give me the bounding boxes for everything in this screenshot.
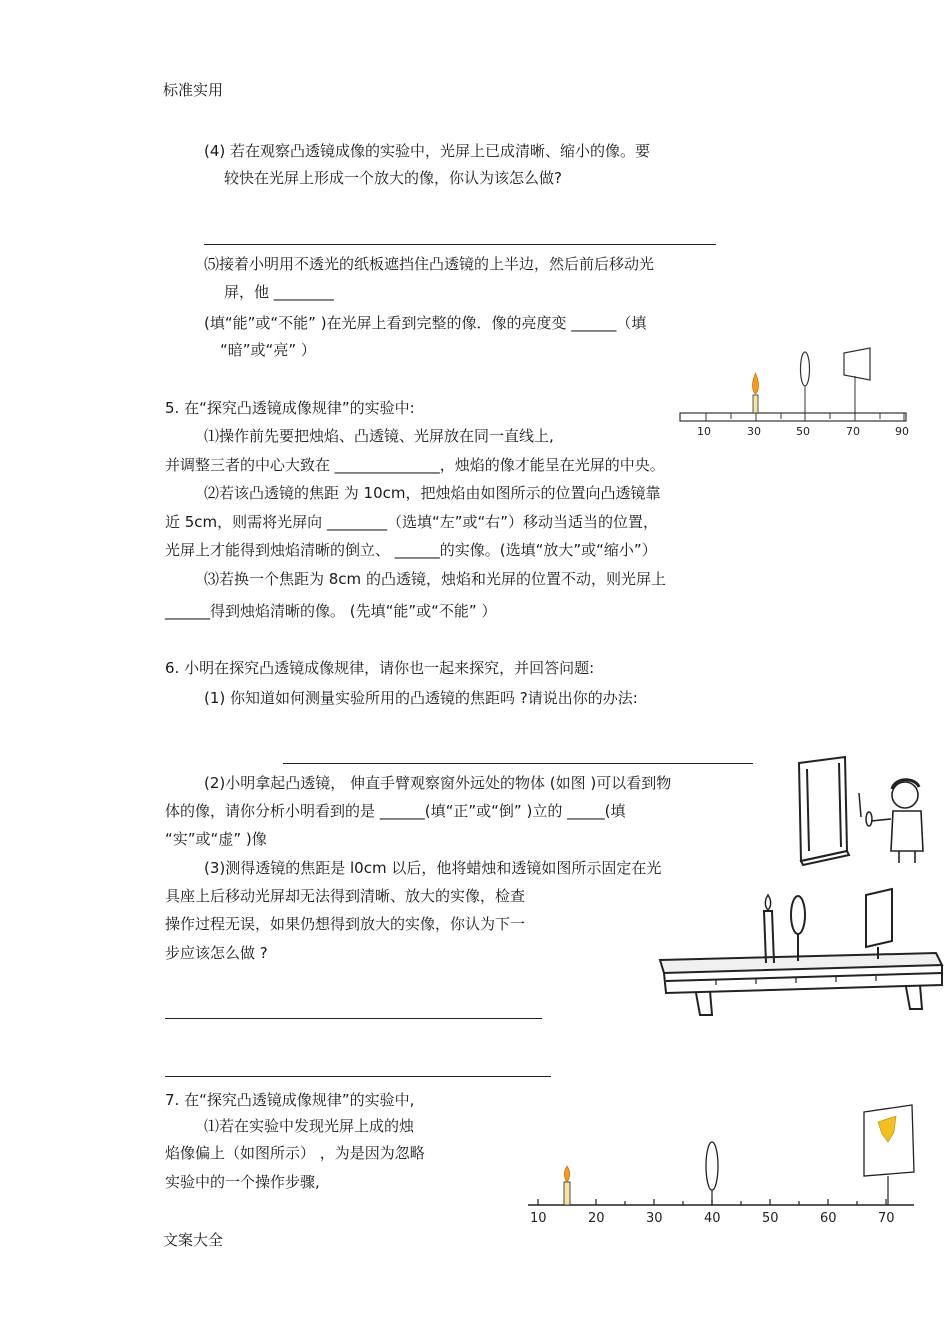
light-screen-icon: [866, 889, 892, 947]
page-header: 标准实用: [163, 81, 224, 99]
light-screen-icon: [844, 348, 870, 380]
answer-line: [165, 1076, 551, 1077]
q5-p1-line2: 并调整三者的中心大致在 ______________，烛焰的像才能呈在光屏的中央。: [165, 456, 665, 474]
q5-title: 5. 在“探究凸透镜成像规律”的实验中:: [165, 399, 415, 417]
scale-label: 10: [697, 425, 711, 438]
page-footer: 文案大全: [163, 1231, 224, 1249]
q6-p2-line3: “实”或“虚” )像: [165, 830, 267, 848]
scale-label: 50: [796, 425, 810, 438]
q6-p3-line2: 具座上后移动光屏却无法得到清晰、放大的实像，检查: [165, 887, 526, 905]
q7-line3: 实验中的一个操作步骤,: [165, 1173, 320, 1191]
q6-p3-line3: 操作过程无误，如果仍想得到放大的实像，你认为下一: [165, 915, 526, 933]
q7-line1: ⑴若在实验中发现光屏上成的烛: [204, 1117, 415, 1135]
q4-part5-line1: ⑸接着小明用不透光的纸板遮挡住凸透镜的上半边，然后前后移动光: [204, 255, 655, 273]
scale-label: 30: [747, 425, 761, 438]
boy-icon: [871, 780, 923, 863]
scale-label: 30: [646, 1211, 663, 1226]
q5-p2-line3: 光屏上才能得到烛焰清晰的倒立、 ______的实像。(选填“放大”或“缩小”）: [165, 541, 657, 559]
scale-label: 70: [846, 425, 860, 438]
q5-p1-line1: ⑴操作前先要把烛焰、凸透镜、光屏放在同一直线上,: [204, 427, 554, 445]
q4-part4-line2: 较快在光屏上形成一个放大的像，你认为该怎么做?: [224, 169, 562, 187]
convex-lens-icon: [791, 896, 805, 934]
q6-p2-line2: 体的像，请你分析小明看到的是 ______(填“正”或“倒” )立的 _____(填: [165, 802, 626, 820]
flame-icon: [564, 1166, 569, 1182]
q5-p2-line2: 近 5cm，则需将光屏向 ________（选填“左”或“右”）移动当适当的位置，: [165, 513, 659, 531]
q6-p3-line4: 步应该怎么做 ?: [165, 944, 268, 962]
q7-title: 7. 在“探究凸透镜成像规律”的实验中,: [165, 1091, 415, 1109]
q5-p3-line2: ______得到烛焰清晰的像。 (先填“能”或“不能” ）: [165, 602, 497, 620]
scale-label: 10: [530, 1211, 547, 1226]
scale-label: 70: [878, 1211, 895, 1226]
q4-part5-line2: 屏，他 ________: [224, 283, 334, 301]
optical-bench-figure-q7: [526, 1102, 918, 1227]
q4-part5-line3: (填“能”或“不能” )在光屏上看到完整的像．像的亮度变 ______（填: [204, 314, 647, 332]
q6-p3-line1: (3)测得透镜的焦距是 l0cm 以后，他将蜡烛和透镜如图所示固定在光: [204, 859, 662, 877]
q4-part4-line1: (4) 若在观察凸透镜成像的实验中，光屏上已成清晰、缩小的像。要: [204, 142, 651, 160]
lens-icon: [866, 812, 872, 826]
candle-icon: [753, 395, 758, 413]
answer-line: [283, 763, 753, 764]
q5-p3-line1: ⑶若换一个焦距为 8cm 的凸透镜，烛焰和光屏的位置不动，则光屏上: [204, 570, 666, 588]
convex-lens-icon: [801, 352, 810, 386]
q6-p1: (1) 你知道如何测量实验所用的凸透镜的焦距吗 ?请说出你的办法:: [204, 689, 638, 707]
scale-label: 60: [820, 1211, 837, 1226]
optical-bench-figure-q5: [678, 345, 918, 440]
scale-label: 20: [588, 1211, 605, 1226]
scale-label: 50: [762, 1211, 779, 1226]
convex-lens-icon: [706, 1142, 718, 1190]
flame-icon: [752, 373, 758, 394]
optical-bench-figure-q6: [656, 885, 946, 1030]
candle-icon: [764, 911, 774, 963]
q5-p2-line1: ⑵若该凸透镜的焦距 为 10cm，把烛焰由如图所示的位置向凸透镜靠: [204, 484, 661, 502]
bench-scale-labels: [697, 425, 909, 438]
q6-title: 6. 小明在探究凸透镜成像规律，请你也一起来探究，并回答问题:: [165, 659, 595, 677]
scale-label: 40: [704, 1211, 721, 1226]
candle-icon: [564, 1182, 570, 1205]
q6-p2-line1: (2)小明拿起凸透镜， 伸直手臂观察窗外远处的物体 (如图 )可以看到物: [204, 774, 672, 792]
q4-part5-line4: “暗”或“亮” ）: [220, 341, 316, 359]
window-and-boy-figure: [795, 755, 943, 867]
flame-icon: [765, 895, 770, 910]
bench-scale-labels: [530, 1211, 895, 1226]
answer-line: [204, 244, 716, 245]
answer-line: [165, 1018, 542, 1019]
scale-label: 90: [895, 425, 909, 438]
q7-line2: 焰像偏上（如图所示） ，为是因为忽略: [165, 1144, 425, 1162]
